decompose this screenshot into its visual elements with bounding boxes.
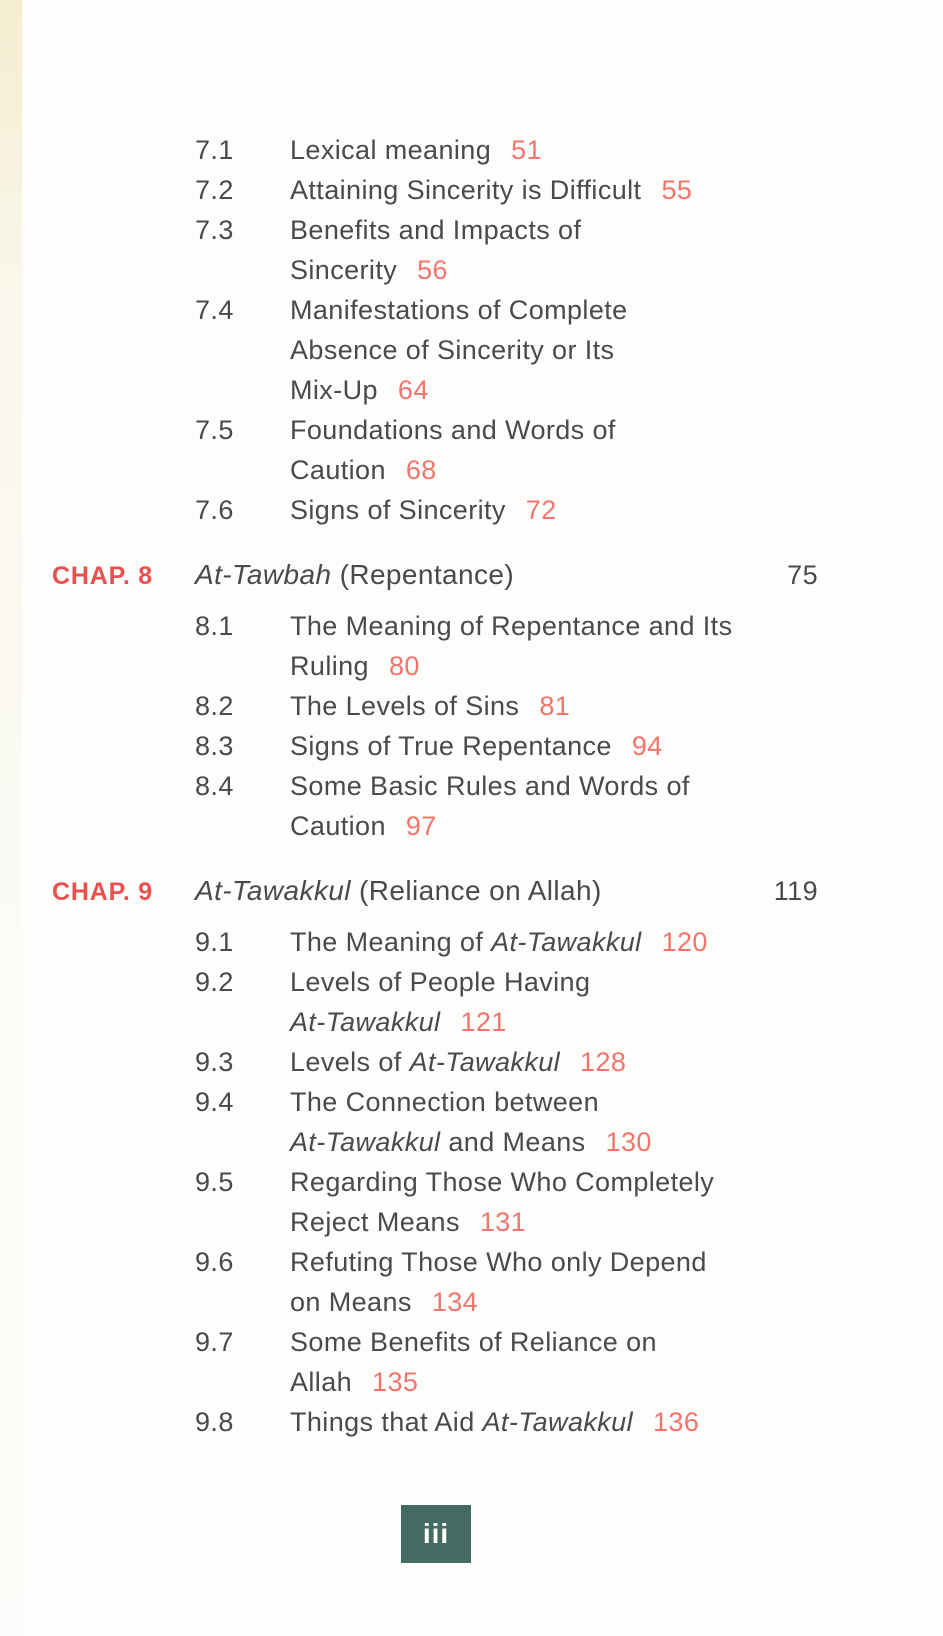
title-text-segment: on Means xyxy=(290,1287,412,1317)
section-title-line xyxy=(290,646,818,686)
toc-section-row xyxy=(195,1402,818,1442)
title-text-segment: Refuting Those Who only Depend xyxy=(290,1247,707,1277)
toc-section-row xyxy=(195,1082,818,1162)
section-page-number: 64 xyxy=(397,375,429,405)
section-title-line xyxy=(290,922,818,962)
section-page-number: 56 xyxy=(417,255,448,285)
title-italic-segment: At-Tawakkul xyxy=(482,1407,633,1437)
section-page-number: 121 xyxy=(460,1007,507,1037)
section-title-line xyxy=(290,1322,818,1362)
title-text-segment: Allah xyxy=(290,1367,353,1397)
toc-section-row xyxy=(195,962,818,1042)
section-number: 9.1 xyxy=(195,927,234,957)
chapter-label: CHAP. 8 xyxy=(52,562,154,590)
section-title xyxy=(290,170,818,210)
title-text-segment: Some Basic Rules and Words of xyxy=(290,771,690,801)
title-text-segment: Reject Means xyxy=(290,1207,460,1237)
toc-section-row xyxy=(195,490,818,530)
title-text-segment: The Meaning of xyxy=(290,927,492,957)
section-page-number: 128 xyxy=(580,1047,627,1077)
section-number: 9.8 xyxy=(195,1407,234,1437)
section-title-line xyxy=(290,130,818,170)
title-text-segment: Things that Aid xyxy=(290,1407,483,1437)
section-title-line xyxy=(290,250,818,290)
section-page-number: 72 xyxy=(525,495,557,525)
section-title xyxy=(290,922,818,962)
section-title-line xyxy=(290,450,818,490)
section-page-number: 81 xyxy=(539,691,571,721)
section-title-line xyxy=(290,1282,818,1322)
section-number: 9.2 xyxy=(195,967,234,997)
section-page-number: 51 xyxy=(511,135,542,165)
section-title-line xyxy=(290,170,818,210)
section-title-line xyxy=(290,330,818,370)
section-title xyxy=(290,290,818,410)
section-page-number: 94 xyxy=(631,731,663,761)
toc-section-row xyxy=(195,170,818,210)
title-italic-segment: At-Tawakkul xyxy=(290,1127,441,1157)
section-title-line xyxy=(290,606,818,646)
section-title xyxy=(290,490,818,530)
toc-chapter-row xyxy=(52,555,818,596)
section-page-number: 68 xyxy=(405,455,437,485)
section-title xyxy=(290,726,818,766)
section-title xyxy=(290,1162,818,1242)
section-number: 9.3 xyxy=(195,1047,234,1077)
section-title-line xyxy=(290,726,818,766)
chapter-title xyxy=(195,871,774,911)
page-edge-shadow xyxy=(0,0,22,1636)
title-text-segment: Some Benefits of Reliance on xyxy=(290,1327,657,1357)
toc-section-row xyxy=(195,922,818,962)
section-title-line xyxy=(290,1082,818,1122)
toc-section-list xyxy=(52,130,818,530)
toc-section-row xyxy=(195,606,818,686)
section-title-line xyxy=(290,210,818,250)
section-page-number: 97 xyxy=(405,811,437,841)
toc-section-row xyxy=(195,410,818,490)
toc-section-row xyxy=(195,1242,818,1322)
section-title xyxy=(290,686,818,726)
title-text-segment: Benefits and Impacts of xyxy=(290,215,582,245)
section-number: 7.4 xyxy=(195,295,234,325)
section-number: 9.5 xyxy=(195,1167,234,1197)
section-page-number: 130 xyxy=(605,1127,652,1157)
title-text-segment: Mix-Up xyxy=(290,375,378,405)
section-title xyxy=(290,1082,818,1162)
section-title-line xyxy=(290,962,818,1002)
section-page-number: 120 xyxy=(661,927,708,957)
section-title xyxy=(290,1042,818,1082)
section-title-line xyxy=(290,1042,818,1082)
title-text-segment: Foundations and Words of xyxy=(290,415,616,445)
toc-section-row xyxy=(195,1042,818,1082)
section-title-line xyxy=(290,1362,818,1402)
chapter-page-number: 75 xyxy=(787,560,818,590)
section-title xyxy=(290,1402,818,1442)
title-italic-segment: At-Tawakkul xyxy=(491,927,642,957)
title-italic-segment: At-Tawakkul xyxy=(195,875,351,906)
page-number-badge xyxy=(401,1505,471,1563)
section-title xyxy=(290,410,818,490)
toc-section-row xyxy=(195,130,818,170)
section-title xyxy=(290,606,818,686)
section-title-line xyxy=(290,1402,818,1442)
title-text-segment: Levels of People Having xyxy=(290,967,591,997)
section-title-line xyxy=(290,766,818,806)
section-number: 7.3 xyxy=(195,215,234,245)
title-text-segment: Manifestations of Complete xyxy=(290,295,628,325)
section-title-line xyxy=(290,1162,818,1202)
chapter-page-number: 119 xyxy=(773,876,818,906)
section-page-number: 55 xyxy=(661,175,693,205)
title-italic-segment: At-Tawbah xyxy=(195,559,332,590)
title-text-segment: Regarding Those Who Completely xyxy=(290,1167,715,1197)
section-number: 7.2 xyxy=(195,175,234,205)
section-title xyxy=(290,210,818,290)
section-page-number: 136 xyxy=(652,1407,700,1437)
title-text-segment: and Means xyxy=(440,1127,586,1157)
section-title-line xyxy=(290,1242,818,1282)
section-page-number: 135 xyxy=(372,1367,419,1397)
chapter-label: CHAP. 9 xyxy=(52,878,154,906)
toc-chapter-row xyxy=(52,871,818,912)
toc-section-list xyxy=(52,606,818,846)
section-number: 8.2 xyxy=(195,691,234,721)
section-number: 7.5 xyxy=(195,415,234,445)
section-number: 9.6 xyxy=(195,1247,234,1277)
toc-section-row xyxy=(195,1322,818,1402)
section-number: 8.3 xyxy=(195,731,234,761)
section-page-number: 134 xyxy=(431,1287,479,1317)
title-text-segment: Caution xyxy=(290,811,386,841)
toc-section-row xyxy=(195,686,818,726)
title-text-segment: Attaining Sincerity is Difficult xyxy=(290,175,642,205)
section-page-number: 131 xyxy=(479,1207,527,1237)
section-number: 8.4 xyxy=(195,771,234,801)
chapter-title xyxy=(195,555,787,595)
section-number: 7.1 xyxy=(195,135,234,165)
toc-section-row xyxy=(195,766,818,846)
section-title-line xyxy=(290,490,818,530)
section-title xyxy=(290,1242,818,1322)
title-text-segment: The Levels of Sins xyxy=(290,691,520,721)
section-number: 7.6 xyxy=(195,495,234,525)
section-title xyxy=(290,130,818,170)
toc-section-list xyxy=(52,922,818,1442)
title-text-segment: Signs of Sincerity xyxy=(290,495,506,525)
title-text-segment: (Reliance on Allah) xyxy=(350,875,602,906)
title-text-segment: The Connection between xyxy=(290,1087,600,1117)
section-title-line xyxy=(290,686,818,726)
section-title-line xyxy=(290,290,818,330)
section-title-line xyxy=(290,1002,818,1042)
title-text-segment: Caution xyxy=(290,455,386,485)
title-text-segment: Levels of xyxy=(290,1047,410,1077)
toc-section-row xyxy=(195,210,818,290)
table-of-contents xyxy=(52,130,818,1442)
section-title-line xyxy=(290,410,818,450)
title-text-segment: Ruling xyxy=(290,651,369,681)
toc-section-row xyxy=(195,290,818,410)
section-title-line xyxy=(290,1122,818,1162)
title-text-segment: Lexical meaning xyxy=(290,135,492,165)
title-text-segment: The Meaning of Repentance and Its xyxy=(290,611,733,641)
section-number: 8.1 xyxy=(195,611,234,641)
title-text-segment: Sincerity xyxy=(290,255,398,285)
title-italic-segment: At-Tawakkul xyxy=(409,1047,561,1077)
section-page-number: 80 xyxy=(388,651,420,681)
section-title xyxy=(290,1322,818,1402)
page-number: iii xyxy=(422,1518,450,1549)
title-text-segment: (Repentance) xyxy=(331,559,515,590)
section-title-line xyxy=(290,806,818,846)
section-number: 9.4 xyxy=(195,1087,234,1117)
section-number: 9.7 xyxy=(195,1327,234,1357)
section-title xyxy=(290,962,818,1042)
title-text-segment: Signs of True Repentance xyxy=(290,731,612,761)
section-title xyxy=(290,766,818,846)
section-title-line xyxy=(290,1202,818,1242)
title-italic-segment: At-Tawakkul xyxy=(290,1007,441,1037)
section-title-line xyxy=(290,370,818,410)
toc-section-row xyxy=(195,1162,818,1242)
title-text-segment: Absence of Sincerity or Its xyxy=(290,335,615,365)
toc-section-row xyxy=(195,726,818,766)
